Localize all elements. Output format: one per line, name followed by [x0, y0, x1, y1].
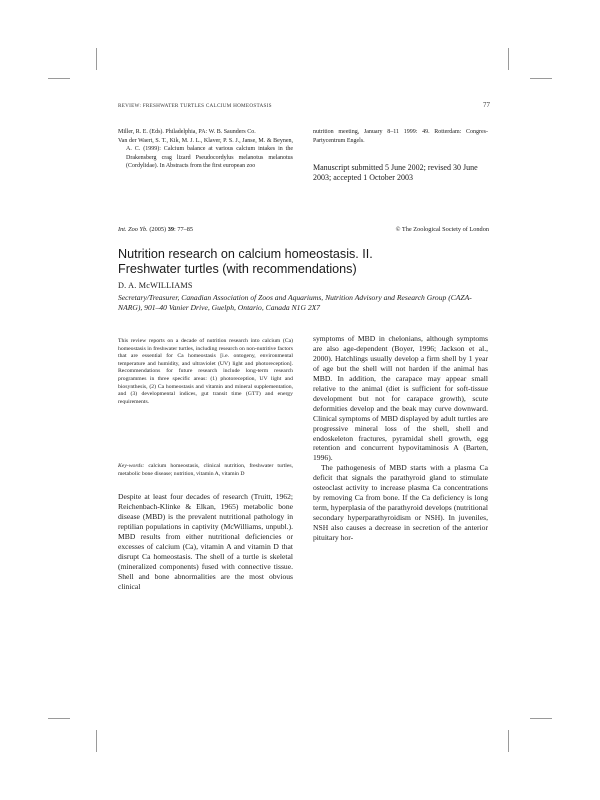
body-paragraph: Despite at least four decades of research (Truitt, 1962; Reichenbach-Klinke & Elkan, 1965) metabolic bone disease (MBD) is the prevalent nutritional pathology in reptilian populations in captivity (McWilliams, unpubl.). MBD results from either nutritional deficiencies or excesses of calcium (Ca), vitamin A and vitamin D that disrupt Ca homeostasis. The shell of a turtle is skeletal (mineralized components) fused with connective tissue. Shell and bone abnormalities are the most obvious clinical	[118, 492, 293, 591]
journal-citation-line	[118, 226, 489, 233]
copyright: © The Zoological Society of London	[395, 226, 489, 233]
crop-mark	[48, 718, 70, 719]
journal-volume: 39	[167, 226, 174, 233]
journal-citation	[118, 226, 193, 233]
reference-entry: Miller, R. E. (Eds). Philadelphia, PA: W. B. Saunders Co.	[118, 129, 256, 135]
body-paragraph: symptoms of MBD in chelonians, although symptoms are also age-dependent (Boyer, 1996; Jackson et al., 2000). Hatchlings usually develop a firm shell by 1 year of age but the shell will not harden if the animal has MBD. In addition, the carapace may appear small relative to the animal (diet is sufficient for soft-tissue development but not for carapace growth), scute deformities develop and the beak may curve downward. Clinical symptoms of MBD displayed by adult turtles are progressive mineral loss of the shell, shell and endoskeleton fractures, pyramidal shell growth, egg retention and concurrent hypovitaminosis A (Barten, 1996).	[313, 334, 488, 463]
body-column-1	[118, 492, 293, 592]
manuscript-dates	[313, 163, 488, 183]
keywords	[118, 463, 293, 478]
reference-entry: Van der Waert, S. T., Kik, M. J. L., Klaver, P. S. J., Janse, M. & Beynen, A. C. (1999): Calcium balance at various calcium intakes in the Drakensberg crag lizard Pseudocordylus melanotus melanotus (Cordylidae). In Abstracts from the first european zoo	[118, 137, 293, 170]
keywords-label: Key-words:	[118, 463, 145, 469]
abstract-text: This review reports on a decade of nutrition research into calcium (Ca) homeostasis in freshwater turtles, including research on non-nutritive factors that are essential for Ca homeostasis [i.e. ontogeny, environmental temperature and humidity, and ultraviolet (UV) light and photoreception]. Recommendations for future research include long-term research programmes in three specific areas: (1) photoreception, UV light and biosynthesis, (2) Ca homeostasis and vitamin and mineral supplementation, and (3) developmental indices, gut transit time (GTT) and energy requirements.	[118, 338, 293, 405]
article-title	[118, 247, 488, 276]
crop-mark	[48, 78, 70, 79]
crop-mark	[96, 730, 97, 752]
body-column-2	[313, 334, 488, 543]
manuscript-note: Manuscript submitted 5 June 2002; revised 30 June 2003; accepted 1 October 2003	[313, 163, 478, 183]
page-number: 77	[483, 101, 490, 109]
reference-continuation: nutrition meeting, January 8–11 1999: 49. Rotterdam: Congres-Partycentrum Engels.	[313, 129, 488, 144]
running-head: REVIEW: FRESHWATER TURTLES CALCIUM HOMEOSTASIS	[118, 103, 272, 109]
affiliation: Secretary/Treasurer, Canadian Association of Zoos and Aquariums, Nutrition Advisory and Research Group (CAZA-NARG), 901–40 Vanier Drive, Guelph, Ontario, Canada N1G 2X7	[118, 293, 472, 312]
abstract	[118, 338, 293, 406]
crop-mark	[508, 730, 509, 752]
title-line-1: Nutrition research on calcium homeostasis. II.	[118, 247, 373, 261]
author: D. A. McWILLIAMS	[118, 281, 193, 290]
title-line-2: Freshwater turtles (with recommendations)	[118, 261, 357, 276]
crop-mark	[96, 48, 97, 70]
crop-mark	[530, 78, 552, 79]
references-continued	[313, 128, 488, 145]
references-top	[118, 128, 293, 171]
journal-year: (2005)	[149, 226, 167, 233]
body-paragraph: The pathogenesis of MBD starts with a plasma Ca deficit that signals the parathyroid gland to stimulate osteoclast activity to increase plasma Ca concentrations by removing Ca from bone. If the Ca deficiency is long term, hyperplasia of the parathyroid develops (nutritional secondary hyperparathyroidism or NSH). In juveniles, NSH also causes a decrease in secretion of the anterior pituitary hor-	[313, 463, 488, 543]
journal-abbrev: Int. Zoo Yb.	[118, 226, 148, 233]
crop-mark	[508, 48, 509, 70]
crop-mark	[530, 718, 552, 719]
keywords-text: calcium homeostasis, clinical nutrition, freshwater turtles, metabolic bone disease; nutrition, vitamin A, vitamin D	[118, 463, 293, 477]
journal-pages: : 77–85	[174, 226, 194, 233]
